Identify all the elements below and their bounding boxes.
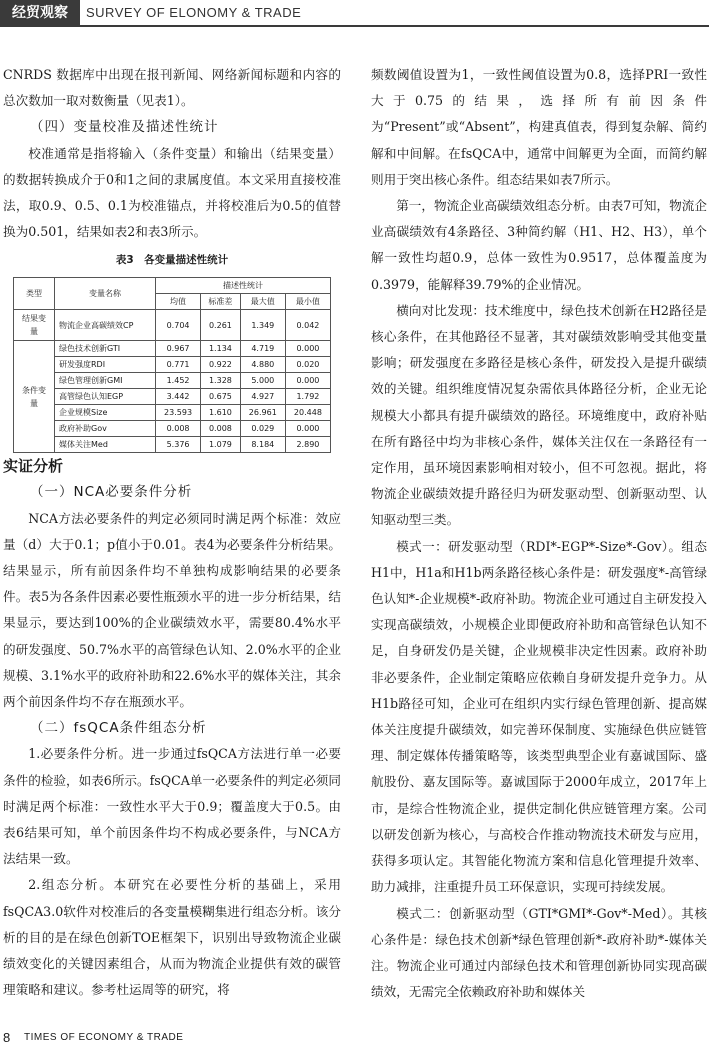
page-footer: [0, 1030, 709, 1048]
value-cell: 0.922: [201, 357, 241, 373]
paragraph: 模式一：研发驱动型（RDI*-EGP*-Size*-Gov）。组态H1中，H1a和H1b两条路径核心条件是：研发强度*-高管绿色认知*-企业规模*-政府补助。物流企业可通过自主研发投入实现高碳绩效，小规模企业即便政府补助和高管绿色认知不足，自身研发仍是关键，企业规模非决定性因素。政府补助非必要条件，企业制定策略应依赖自身研发提升竞争力。从H1b路径可知，企业可在组织内实行绿色管理创新、提高媒体关注度提升碳绩效，如完善环保制度、实施绿色供应链管理、制定媒体传播策略等，该类型典型企业有嘉诚国际、盛航股份、嘉友国际等。嘉诚国际于2000年成立，2017年上市，是综合性物流企业，提供定制化供应链管理方案。公司以研发创新为核心，与高校合作推动物流技术研发与应用，获得多项认定。其智能化物流方案和信息化管理提升效率、助力减排，注重提升员工环保意识，实现可持续发展。: [371, 538, 707, 895]
type-cell: 结果变量: [14, 310, 55, 341]
table-row: [14, 373, 331, 389]
value-cell: 0.000: [285, 421, 330, 437]
value-cell: 0.771: [156, 357, 201, 373]
header-max: 最大值: [240, 294, 285, 310]
table-row: [14, 389, 331, 405]
subsection-heading: （二）fsQCA条件组态分析: [30, 720, 207, 737]
value-cell: 0.029: [240, 421, 285, 437]
variable-cell: 研发强度RDI: [55, 357, 156, 373]
paragraph: 频数阈值设置为1，一致性阈值设置为0.8，选择PRI一致性大于0.75的结果，选择所有前因条件为“Present”或“Absent”，构建真值表，得到复杂解、简约解和中间解。在fsQCA中，通常中间解更为全面，而简约解则用于突出核心条件。组态结果如表7所示。: [371, 67, 707, 187]
value-cell: 4.927: [240, 389, 285, 405]
value-cell: 0.008: [201, 421, 241, 437]
value-cell: 0.000: [285, 373, 330, 389]
table-row: [14, 437, 331, 453]
subsection-heading: （一）NCA必要条件分析: [30, 484, 193, 501]
value-cell: 0.000: [285, 341, 330, 357]
value-cell: 1.134: [201, 341, 241, 357]
paragraph: NCA方法必要条件的判定必须同时满足两个标准：效应量（d）大于0.1；p值小于0.01。表4为必要条件分析结果。结果显示，所有前因条件均不单独构成影响结果的必要条件。表5为各条件因素必要性瓶颈水平的进一步分析结果，结果显示，要达到100%的企业碳绩效水平，需要80.4%水平的研发强度、50.7%水平的高管绿色认知、2.0%水平的企业规模、3.1%水平的政府补助和22.6%水平的媒体关注，其余两个前因条件均不存在瓶颈水平。: [3, 510, 341, 710]
column-tag: 经贸观察: [0, 0, 80, 26]
value-cell: 8.184: [240, 437, 285, 453]
descriptive-stats-table: [13, 277, 331, 453]
paragraph: 模式二：创新驱动型（GTI*GMI*-Gov*-Med）。其核心条件是：绿色技术创新*绿色管理创新*-政府补助*-媒体关注。物流企业可通过内部绿色技术和管理创新协同实现高碳绩效，无需完全依赖政府补助和媒体关: [371, 905, 707, 1000]
header-sd: 标准差: [201, 294, 241, 310]
value-cell: 0.008: [156, 421, 201, 437]
right-column: [371, 62, 707, 1005]
value-cell: 0.967: [156, 341, 201, 357]
value-cell: 20.448: [285, 405, 330, 421]
journal-name: TIMES OF ECONOMY & TRADE: [24, 1032, 184, 1043]
value-cell: 23.593: [156, 405, 201, 421]
subsection-heading: （四）变量校准及描述性统计: [30, 119, 219, 136]
variable-cell: 政府补助Gov: [55, 421, 156, 437]
value-cell: 0.261: [201, 310, 241, 341]
variable-cell: 企业规模Size: [55, 405, 156, 421]
value-cell: 3.442: [156, 389, 201, 405]
header-min: 最小值: [285, 294, 330, 310]
value-cell: 2.890: [285, 437, 330, 453]
table-row: [14, 421, 331, 437]
value-cell: 4.719: [240, 341, 285, 357]
value-cell: 0.675: [201, 389, 241, 405]
paragraph: 2.组态分析。本研究在必要性分析的基础上，采用fsQCA3.0软件对校准后的各变量模糊集进行组态分析。该分析的目的是在绿色创新TOE框架下，识别出导致物流企业碳绩效变化的关键因素组合，从而为物流企业提供有效的碳管理策略和建议。参考杜运周等的研究，将: [3, 877, 341, 998]
variable-cell: 绿色管理创新GMI: [55, 373, 156, 389]
variable-cell: 物流企业高碳绩效CP: [55, 310, 156, 341]
value-cell: 1.792: [285, 389, 330, 405]
paragraph: CNRDS 数据库中出现在报刊新闻、网络新闻标题和内容的总次数加一取对数衡量（见表1）。: [3, 67, 341, 109]
value-cell: 0.020: [285, 357, 330, 373]
value-cell: 4.880: [240, 357, 285, 373]
page-header: [0, 0, 709, 26]
variable-cell: 高管绿色认知EGP: [55, 389, 156, 405]
value-cell: 1.349: [240, 310, 285, 341]
table-caption: 表3 各变量描述性统计: [115, 254, 229, 267]
value-cell: 5.376: [156, 437, 201, 453]
value-cell: 1.610: [201, 405, 241, 421]
paragraph: 横向对比发现：技术维度中，绿色技术创新在H2路径是核心条件，在其他路径不显著，其对碳绩效影响受其他变量影响；研发强度在多路径是核心条件，研发投入是提升碳绩效的关键。组织维度情况复杂需依具体路径分析，企业无论规模大小都具有提升碳绩效的路径。环境维度中，政府补贴在所有路径中均为非核心条件，媒体关注仅在一条路径有一定作用，虽环境因素影响相对较小，但不可忽视。据此，将物流企业碳绩效提升路径归为研发驱动型、创新驱动型、认知驱动型三类。: [371, 302, 707, 528]
header-stats-group: 描述性统计: [156, 278, 331, 294]
journal-section-title: SURVEY OF ELONOMY & TRADE: [86, 5, 302, 20]
paragraph: 第一，物流企业高碳绩效组态分析。由表7可知，物流企业高碳绩效有4条路径、3种简约解（H1、H2、H3），单个解一致性均超0.9，总体一致性为0.9517，总体覆盖度为0.3979，能解释39.79%的企业情况。: [371, 198, 707, 292]
paragraph: 1.必要条件分析。进一步通过fsQCA方法进行单一必要条件的检验，如表6所示。fsQCA单一必要条件的判定必须同时满足两个标准：一致性水平大于0.9；覆盖度大于0.5。由表6结果可知，单个前因条件均不构成必要条件，与NCA方法结果一致。: [3, 746, 341, 867]
value-cell: 0.042: [285, 310, 330, 341]
value-cell: 1.328: [201, 373, 241, 389]
paragraph: 校准通常是指将输入（条件变量）和输出（结果变量）的数据转换成介于0和1之间的隶属度值。本文采用直接校准法，取0.9、0.5、0.1为校准锚点，并将校准后为0.5的值替换为0.501，结果如表2和表3所示。: [3, 145, 341, 240]
value-cell: 1.079: [201, 437, 241, 453]
left-column: [3, 62, 341, 1003]
table-row: [14, 310, 331, 341]
value-cell: 5.000: [240, 373, 285, 389]
value-cell: 0.704: [156, 310, 201, 341]
header-variable: 变量名称: [55, 278, 156, 310]
type-cell: 条件变量: [14, 341, 55, 453]
page-number: 8: [3, 1030, 11, 1045]
table-row: [14, 405, 331, 421]
header-mean: 均值: [156, 294, 201, 310]
table-row: [14, 357, 331, 373]
variable-cell: 媒体关注Med: [55, 437, 156, 453]
value-cell: 1.452: [156, 373, 201, 389]
table-row: [14, 341, 331, 357]
section-heading: 实证分析: [3, 457, 64, 476]
header-rule: [0, 25, 709, 27]
header-type: 类型: [14, 278, 55, 310]
value-cell: 26.961: [240, 405, 285, 421]
variable-cell: 绿色技术创新GTI: [55, 341, 156, 357]
